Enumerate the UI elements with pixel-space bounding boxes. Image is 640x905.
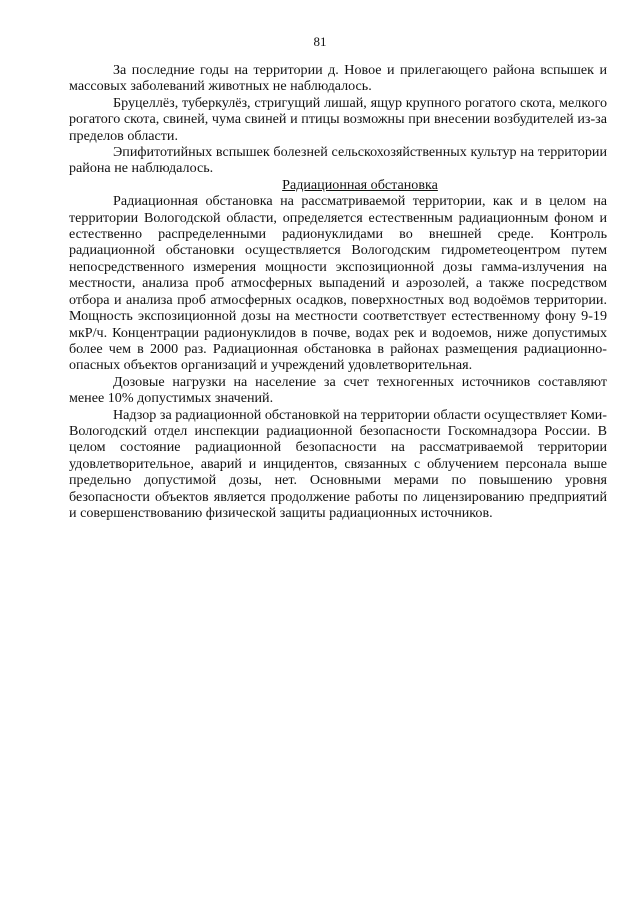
page-number: 81 [313,34,327,49]
paragraph-crop-diseases: Эпифитотийных вспышек болезней сельскохозяйственных культур на территории района не наблюдалось. [69,144,607,177]
paragraph-dose-loads: Дозовые нагрузки на население за счет техногенных источников составляют менее 10% допустимых значений. [69,373,607,407]
paragraph-radiation-supervision: Надзор за радиационной обстановкой на территории области осуществляет Коми-Вологодский отдел инспекции радиационной безопасности Госкомнадзора России. В целом состояние радиационной безопасности на рассматриваемой территории удовлетворительное, аварий и инцидентов, связанных с облучением персонала выше предельно допустимой дозы, нет. Основными мерами по повышению уровня безопасности объектов является продолжение работы по лицензированию предприятий и совершенствованию физической защиты радиационных источников. [69,406,607,521]
paragraph-animal-diseases: За последние годы на территории д. Новое и прилегающего района вспышек и массовых заболеваний животных не наблюдалось. [69,62,607,95]
section-heading-radiation: Радиационная обстановка [282,176,438,193]
paragraph-possible-diseases: Бруцеллёз, туберкулёз, стригущий лишай, ящур крупного рогатого скота, мелкого рогатого скота, свиней, чума свиней и птицы возможны при внесении возбудителей из-за пределов области. [69,94,607,144]
document-body [69,62,607,521]
paragraph-radiation-situation: Радиационная обстановка на рассматриваемой территории, как и в целом на территории Вологодской области, определяется естественным радиационным фоном и естественно распределенными радионуклидами во внешней среде. Контроль радиационной обстановки осуществляется Вологодским гидрометеоцентром путем непосредственного измерения мощности экспозиционной дозы гамма-излучения на местности, анализа проб атмосферных выпадений и аэрозолей, а также посредством отбора и анализа проб атмосферных осадков, поверхностных вод водоёмов территории. Мощность экспозиционной дозы на местности соответствует естественному фону 9-19 мкР/ч. Концентрации радионуклидов в почве, водах рек и водоемов, ниже допустимых более чем в 2000 раз. Радиационная обстановка в районах размещения радиационно-опасных объектов организаций и учреждений удовлетворительная. [69,193,607,374]
